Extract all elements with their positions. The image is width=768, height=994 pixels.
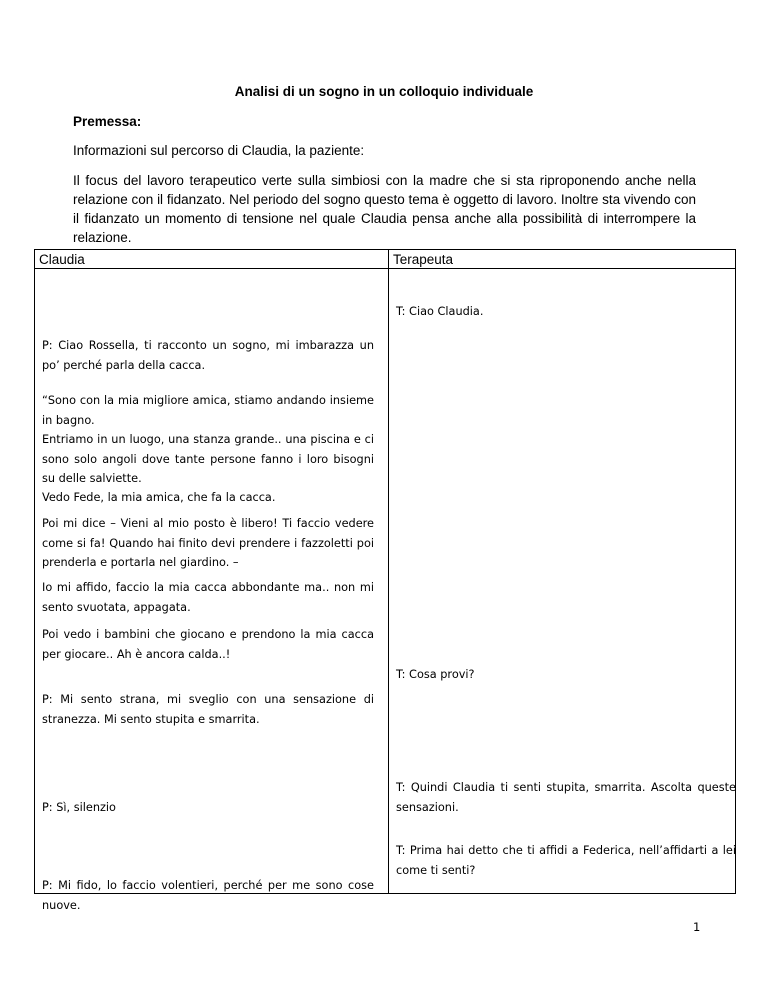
- patient-entry: Vedo Fede, la mia amica, che fa la cacca.: [42, 491, 276, 504]
- patient-entry: P: Mi sento strana, mi sveglio con una sensazione di stranezza. Mi sento stupita e smarrita.: [42, 693, 374, 726]
- dialogue-table: [34, 249, 736, 912]
- patient-entry: “Sono con la mia migliore amica, stiamo andando insieme in bagno.: [42, 394, 374, 427]
- therapist-entry: T: Cosa provi?: [396, 668, 475, 681]
- patient-entry: Poi vedo i bambini che giocano e prendono la mia cacca per giocare.. Ah è ancora calda..!: [42, 628, 374, 661]
- therapist-entry: T: Ciao Claudia.: [396, 305, 484, 318]
- table-body-row: [35, 269, 736, 894]
- column-header-therapist: Terapeuta: [389, 250, 736, 269]
- table-header-row: [35, 250, 736, 269]
- patient-column: [35, 269, 389, 912]
- patient-entry: Io mi affido, faccio la mia cacca abbondante ma.. non mi sento svuotata, appagata.: [42, 581, 374, 614]
- page-number: 1: [693, 920, 701, 934]
- patient-entry: P: Mi fido, lo faccio volentieri, perché per me sono cose nuove.: [42, 879, 374, 912]
- patient-entry: Poi mi dice – Vieni al mio posto è libero! Ti faccio vedere come si fa! Quando hai finito devi prendere i fazzoletti poi prenderla e portarla nel giardino. –: [42, 517, 374, 569]
- section-heading: Premessa:: [73, 114, 142, 129]
- patient-entry: P: Sì, silenzio: [42, 801, 116, 814]
- column-header-patient: Claudia: [35, 250, 389, 269]
- therapist-entry: T: Prima hai detto che ti affidi a Federica, nell’affidarti a lei come ti senti?: [396, 844, 736, 877]
- info-line: Informazioni sul percorso di Claudia, la paziente:: [73, 143, 365, 158]
- patient-entry: Entriamo in un luogo, una stanza grande.. una piscina e ci sono solo angoli dove tante persone fanno i loro bisogni su delle salviette.: [42, 433, 374, 485]
- patient-entry: P: Ciao Rossella, ti racconto un sogno, mi imbarazza un po’ perché parla della cacca.: [42, 339, 374, 372]
- document-title: Analisi di un sogno in un colloquio individuale: [234, 84, 534, 99]
- intro-paragraph: Il focus del lavoro terapeutico verte sulla simbiosi con la madre che si sta riproponendo anche nella relazione con il fidanzato. Nel periodo del sogno questo tema è oggetto di lavoro. Inoltre sta vivendo con il fidanzato un momento di tensione nel quale Claudia pensa anche alla possibilità di interrompere la relazione.: [73, 173, 696, 245]
- therapist-entry: T: Quindi Claudia ti senti stupita, smarrita. Ascolta queste sensazioni.: [396, 781, 736, 814]
- therapist-column: [389, 269, 736, 894]
